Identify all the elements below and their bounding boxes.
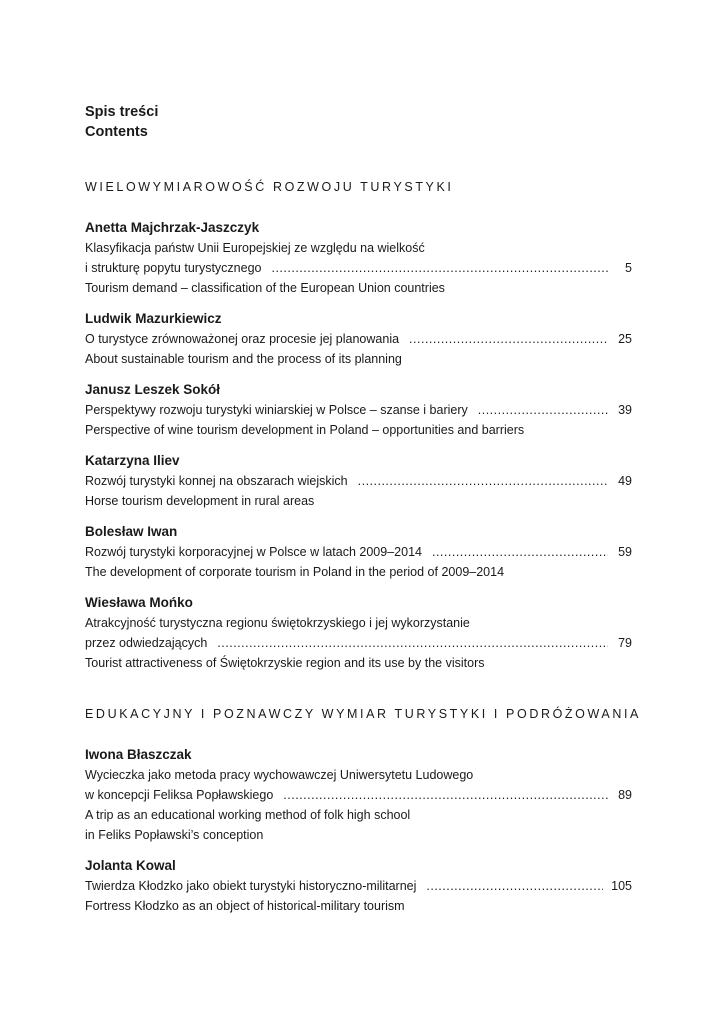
entry-title-polish: w koncepcji Feliksa Popławskiego xyxy=(85,788,274,802)
page-number: 79 xyxy=(618,636,632,650)
entry-title-polish: i strukturę popytu turystycznego xyxy=(85,261,262,275)
toc-entry[interactable] xyxy=(85,856,640,916)
entry-author: Iwona Błaszczak xyxy=(85,747,192,762)
entry-title-english: Perspective of wine tourism development in Poland – opportunities and barriers xyxy=(85,423,525,437)
page-number: 89 xyxy=(618,788,632,802)
toc-entry[interactable] xyxy=(85,380,640,440)
section-entries xyxy=(85,218,640,673)
page-number: 49 xyxy=(618,474,632,488)
section-title: EDUKACYJNY I POZNAWCZY WYMIAR TURYSTYKI I PODRÓŻOWANIA xyxy=(85,707,641,721)
page-number: 59 xyxy=(618,545,632,559)
entry-author: Bolesław Iwan xyxy=(85,524,178,539)
entry-title-row xyxy=(85,400,632,420)
toc-entry[interactable] xyxy=(85,593,640,673)
entry-title-english: Horse tourism development in rural areas xyxy=(85,494,315,508)
entry-title-polish: Twierdza Kłodzko jako obiekt turystyki historyczno-militarnej xyxy=(85,879,417,893)
section-title: WIELOWYMIAROWOŚĆ ROZWOJU TURYSTYKI xyxy=(85,180,454,194)
page-number: 5 xyxy=(625,261,632,275)
toc-entry[interactable] xyxy=(85,745,640,845)
entry-title-polish: Klasyfikacja państw Unii Europejskiej ze względu na wielkość xyxy=(85,241,425,255)
entry-author: Wiesława Mońko xyxy=(85,595,193,610)
dot-leader xyxy=(271,258,608,278)
dot-leader xyxy=(217,633,608,653)
entry-title-english: A trip as an educational working method of folk high school xyxy=(85,808,411,822)
entry-title-english: The development of corporate tourism in Poland in the period of 2009–2014 xyxy=(85,565,505,579)
dot-leader xyxy=(283,785,608,805)
dot-leader xyxy=(426,876,603,896)
entry-title-row xyxy=(85,258,632,278)
entry-title-row xyxy=(85,876,632,896)
title-polish: Spis treści xyxy=(85,104,159,120)
entry-title-polish: Wycieczka jako metoda pracy wychowawczej Uniwersytetu Ludowego xyxy=(85,768,474,782)
entry-title-english: Tourism demand – classification of the European Union countries xyxy=(85,281,445,295)
dot-leader xyxy=(478,400,608,420)
entry-author: Janusz Leszek Sokół xyxy=(85,382,221,397)
toc-entry[interactable] xyxy=(85,309,640,369)
entry-title-english: in Feliks Popławski’s conception xyxy=(85,828,264,842)
entry-title-polish: przez odwiedzających xyxy=(85,636,208,650)
entry-title-english: Fortress Kłodzko as an object of historical-military tourism xyxy=(85,899,405,913)
entry-title-row xyxy=(85,542,632,562)
entry-title-row xyxy=(85,785,632,805)
entry-title-polish: Perspektywy rozwoju turystyki winiarskiej w Polsce – szanse i bariery xyxy=(85,403,468,417)
contents-page xyxy=(85,102,640,927)
entry-author: Ludwik Mazurkiewicz xyxy=(85,311,222,326)
entry-author: Katarzyna Iliev xyxy=(85,453,180,468)
entry-title-row xyxy=(85,633,632,653)
entry-author: Anetta Majchrzak-Jaszczyk xyxy=(85,220,260,235)
entry-title-english: Tourist attractiveness of Świętokrzyskie region and its use by the visitors xyxy=(85,656,485,670)
toc-entry[interactable] xyxy=(85,451,640,511)
entry-title-row xyxy=(85,329,632,349)
dot-leader xyxy=(409,329,608,349)
page-number: 105 xyxy=(611,879,632,893)
dot-leader xyxy=(358,471,608,491)
toc-entry[interactable] xyxy=(85,522,640,582)
entry-title-row xyxy=(85,471,632,491)
section-entries xyxy=(85,745,640,916)
page-number: 39 xyxy=(618,403,632,417)
entry-title-polish: Rozwój turystyki korporacyjnej w Polsce w latach 2009–2014 xyxy=(85,545,422,559)
entry-title-polish: Rozwój turystyki konnej na obszarach wiejskich xyxy=(85,474,348,488)
entry-title-polish: O turystyce zrównoważonej oraz procesie jej planowania xyxy=(85,332,400,346)
page-number: 25 xyxy=(618,332,632,346)
entry-title-polish: Atrakcyjność turystyczna regionu świętokrzyskiego i jej wykorzystanie xyxy=(85,616,470,630)
title-english: Contents xyxy=(85,124,148,140)
toc-entry[interactable] xyxy=(85,218,640,298)
entry-author: Jolanta Kowal xyxy=(85,858,176,873)
dot-leader xyxy=(432,542,608,562)
entry-title-english: About sustainable tourism and the process of its planning xyxy=(85,352,402,366)
